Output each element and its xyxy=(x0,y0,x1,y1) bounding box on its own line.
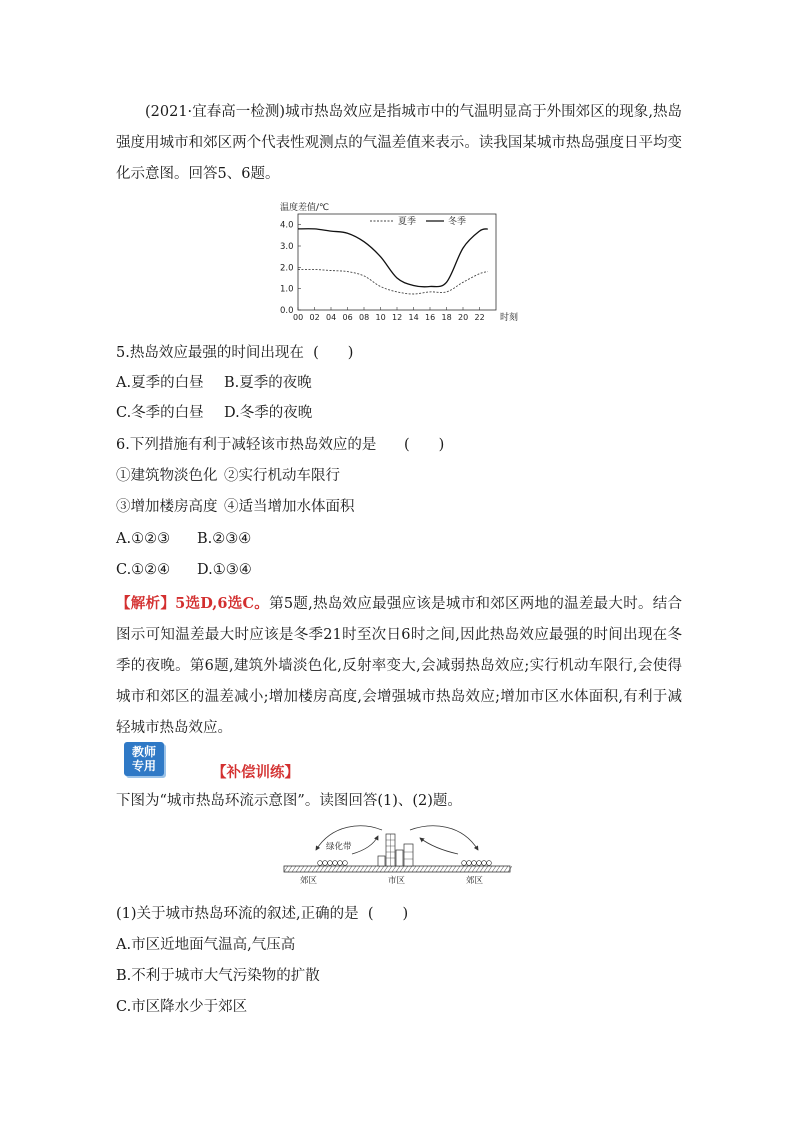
q1-option-c: C.市区降水少于郊区 xyxy=(116,999,248,1015)
q6-stem: 6.下列措施有利于减轻该市热岛效应的是 ( ) xyxy=(116,437,445,453)
y-tick-label: 2.0 xyxy=(280,263,294,274)
building-1 xyxy=(378,856,385,866)
x-tick-label: 20 xyxy=(458,313,469,322)
q6-item-4: ④适当增加水体面积 xyxy=(224,499,355,515)
building-4 xyxy=(404,844,413,866)
q6-option-d: D.①③④ xyxy=(197,562,252,578)
x-tick-label: 22 xyxy=(474,313,485,322)
y-tick-label: 0.0 xyxy=(280,306,294,316)
q1-stem: (1)关于城市热岛环流的叙述,正确的是 ( ) xyxy=(116,906,409,922)
q5-stem: 5.热岛效应最强的时间出现在 ( ) xyxy=(116,345,354,361)
analysis-tag: 【解析】 xyxy=(116,595,176,612)
building-3 xyxy=(396,850,403,866)
analysis-text: 第5题,热岛效应最强应该是城市和郊区两地的温差最大时。结合图示可知温差最大时应该是冬季21时至次日6时之间,因此热岛效应最强的时间出现在冬季的夜晚。第6题,建筑外墙淡色化,反射率变大,会减弱热岛效应;实行机动车限行,会使得城市和郊区的温差减小;增加楼房高度,会增强城市热岛效应;增加市区水体面积,有利于减轻城市热岛效应。 xyxy=(116,596,683,736)
green-belt-right xyxy=(462,861,492,866)
chart-legend xyxy=(370,215,466,227)
q6-option-b: B.②③④ xyxy=(197,531,252,547)
q6-option-a: A.①②③ xyxy=(116,531,171,547)
city-label: 市区 xyxy=(388,876,406,886)
x-tick-label: 16 xyxy=(425,313,436,322)
q5-option-b: B.夏季的夜晚 xyxy=(224,375,312,391)
supplement-intro: 下图为“城市热岛环流示意图”。读图回答(1)、(2)题。 xyxy=(116,793,462,809)
x-tick-label: 02 xyxy=(309,313,320,322)
suburb-right-label: 郊区 xyxy=(466,876,484,886)
q6-item-3: ③增加楼房高度 xyxy=(116,499,218,515)
q6-item-1: ①建筑物淡色化 xyxy=(116,468,218,484)
supplement-title: 【补偿训练】 xyxy=(212,764,299,781)
legend-label-winter: 冬季 xyxy=(448,217,467,227)
intro-paragraph xyxy=(116,97,682,190)
x-tick-label: 10 xyxy=(375,313,386,322)
q6-item-2: ②实行机动车限行 xyxy=(224,468,340,484)
circulation-arrow-left-lower xyxy=(352,836,378,854)
intro-source: (2021·宜春高一检测) xyxy=(145,104,286,120)
x-tick-label: 12 xyxy=(392,313,403,322)
circulation-arrow-right-lower xyxy=(420,838,458,854)
analysis-paragraph xyxy=(116,588,682,744)
legend-label-summer: 夏季 xyxy=(398,217,417,227)
heat-island-circulation-diagram xyxy=(282,822,512,888)
x-tick-label: 14 xyxy=(408,313,419,322)
green-belt-label: 绿化带 xyxy=(326,842,352,852)
suburb-left-label: 郊区 xyxy=(300,876,318,886)
plot-frame xyxy=(298,214,496,310)
analysis-answer: 5选D,6选C。 xyxy=(175,595,270,612)
q1-option-a: A.市区近地面气温高,气压高 xyxy=(116,937,296,953)
y-tick-label: 4.0 xyxy=(280,220,294,231)
x-tick-label: 18 xyxy=(441,313,452,322)
x-tick-label: 08 xyxy=(359,313,370,322)
q1-option-b: B.不利于城市大气污染物的扩散 xyxy=(116,968,320,984)
x-tick-label: 00 xyxy=(293,313,304,322)
green-belt-left xyxy=(318,861,348,866)
q5-option-c: C.冬季的白昼 xyxy=(116,405,204,421)
y-tick-label: 3.0 xyxy=(280,242,294,252)
heat-island-chart xyxy=(278,200,518,325)
x-tick-label: 06 xyxy=(342,313,353,322)
q5-option-a: A.夏季的白昼 xyxy=(116,375,204,391)
series-line-winter xyxy=(298,229,488,287)
q6-option-c: C.①②④ xyxy=(116,562,171,578)
intro-text: 城市热岛效应是指城市中的气温明显高于外围郊区的现象,热岛强度用城市和郊区两个代表性观测点的气温差值来表示。读我国某城市热岛强度日平均变化示意图。回答5、6题。 xyxy=(116,104,683,182)
y-tick-label: 1.0 xyxy=(280,284,294,295)
q5-option-d: D.冬季的夜晚 xyxy=(224,405,313,421)
chart-xlabel: 时刻 xyxy=(500,313,518,323)
teacher-only-badge: 教师 专用 xyxy=(124,742,164,776)
chart-ylabel: 温度差值/℃ xyxy=(280,203,330,213)
x-tick-label: 04 xyxy=(326,313,337,322)
